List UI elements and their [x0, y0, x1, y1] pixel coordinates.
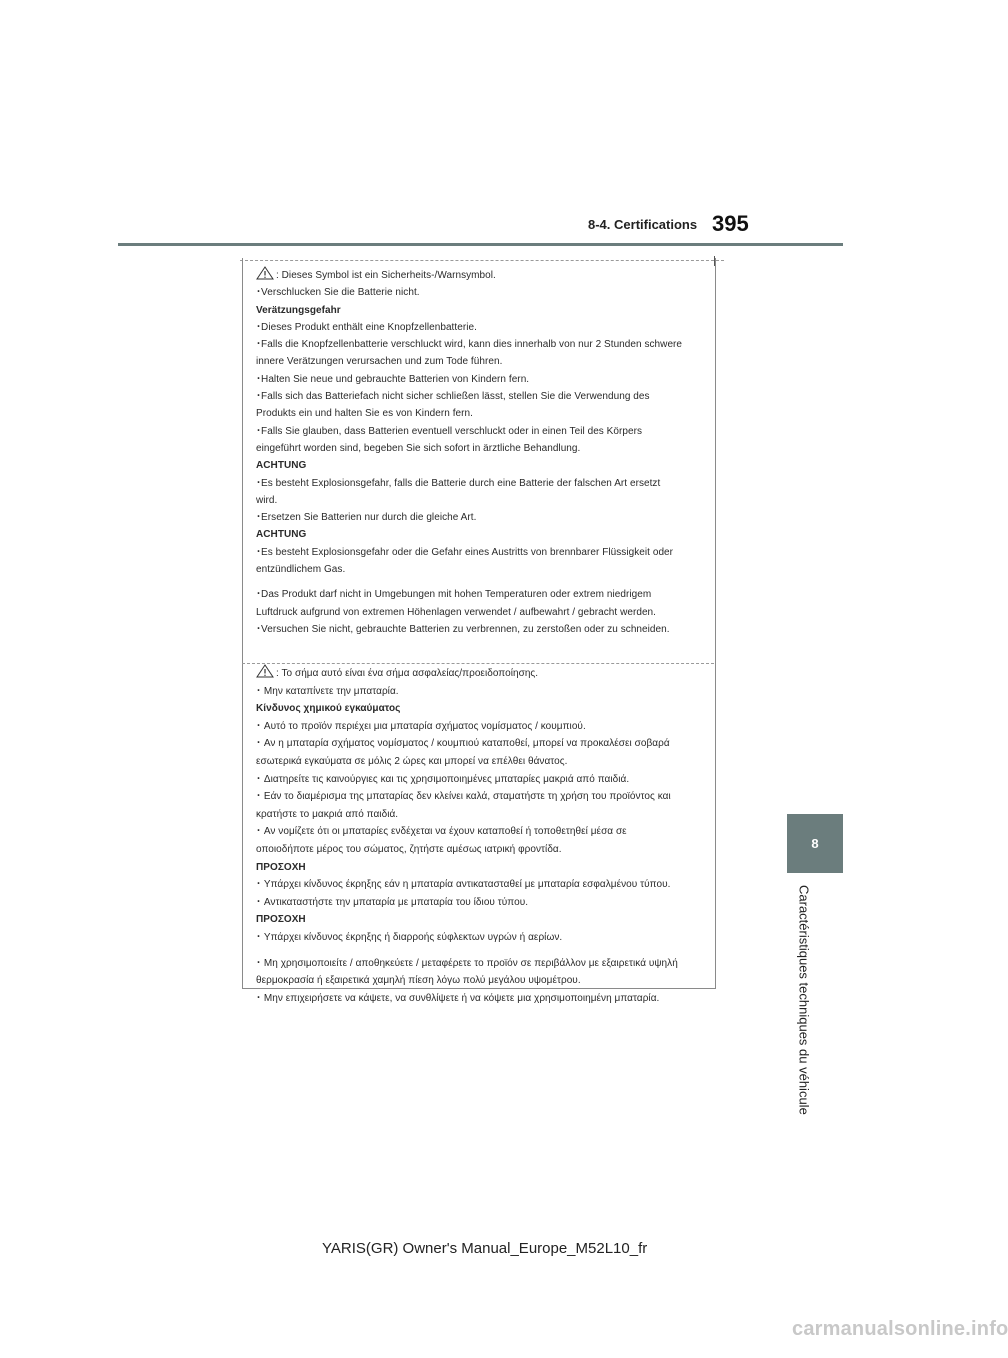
notice-line: ･Falls Sie glauben, dass Batterien eventuell verschluckt oder in einen Teil des Körpers	[256, 425, 643, 437]
notice-line: Luftdruck aufgrund von extremen Höhenlagen verwendet / aufbewahrt / gebracht werden.	[256, 606, 656, 618]
notice-line: ･ Διατηρείτε τις καινούργιες και τις χρησιμοποιημένες μπαταρίες μακριά από παιδιά.	[256, 773, 630, 785]
notice-heading: ACHTUNG	[256, 460, 307, 472]
greek-warning-line: : Το σήμα αυτό είναι ένα σήμα ασφαλείας/προειδοποίησης.	[256, 664, 708, 683]
greek-lines	[256, 683, 708, 947]
notice-line: ･Es besteht Explosionsgefahr, falls die Batterie durch eine Batterie der falschen Art ersetzt	[256, 477, 661, 489]
warning-triangle-icon	[256, 266, 274, 280]
chapter-tab[interactable]: 8	[787, 814, 843, 873]
notice-line: entzündlichem Gas.	[256, 564, 346, 576]
page-number: 395	[712, 211, 749, 236]
notice-line: ･ Μην επιχειρήσετε να κάψετε, να συνθλίψετε ή να κόψετε μια χρησιμοποιημένη μπαταρία.	[256, 992, 660, 1004]
notice-line: ･ Υπάρχει κίνδυνος έκρηξης εάν η μπαταρία αντικατασταθεί με μπαταρία εσφαλμένου τύπου.	[256, 879, 671, 891]
notice-heading: Verätzungsgefahr	[256, 304, 341, 316]
notice-line: ･ Αντικαταστήστε την μπαταρία με μπαταρία του ίδιου τύπου.	[256, 896, 529, 908]
greek-lines-after-gap	[256, 955, 708, 1008]
notice-line: ･Dieses Produkt enthält eine Knopfzellenbatterie.	[256, 321, 477, 333]
notice-line: ･Halten Sie neue und gebrauchte Batterien von Kindern fern.	[256, 373, 530, 385]
german-notice	[256, 266, 708, 638]
notice-line: ･Falls die Knopfzellenbatterie verschluckt wird, kann dies innerhalb von nur 2 Stunden schwere	[256, 339, 683, 351]
notice-heading: ACHTUNG	[256, 529, 307, 541]
notice-line: ･ Μην καταπίνετε την μπαταρία.	[256, 685, 399, 697]
notice-line: θερμοκρασία ή εξαιρετικά χαμηλή πίεση λόγω πολύ μεγάλου υψομέτρου.	[256, 975, 581, 987]
german-lines	[256, 284, 708, 578]
notice-line: ･ Αν η μπαταρία σχήματος νομίσματος / κουμπιού καταποθεί, μπορεί να προκαλέσει σοβαρά	[256, 738, 670, 750]
notice-line: innere Verätzungen verursachen und zum Tode führen.	[256, 356, 503, 368]
notice-line: ･ Υπάρχει κίνδυνος έκρηξης ή διαρροής εύφλεκτων υγρών ή αερίων.	[256, 931, 563, 943]
notice-heading: ΠΡΟΣΟΧΗ	[256, 914, 306, 926]
site-watermark: carmanualsonline.info	[792, 1318, 1008, 1340]
notice-line: ･Verschlucken Sie die Batterie nicht.	[256, 287, 420, 299]
notice-line: ･Falls sich das Batteriefach nicht sicher schließen lässt, stellen Sie die Verwendung des	[256, 391, 650, 403]
notice-heading: Κίνδυνος χημικού εγκαύματος	[256, 703, 401, 715]
greek-notice	[256, 664, 708, 1007]
notice-line: ･ Εάν το διαμέρισμα της μπαταρίας δεν κλείνει καλά, σταματήστε τη χρήση του προϊόντος και	[256, 791, 671, 803]
notice-line: κρατήστε το μακριά από παιδιά.	[256, 808, 399, 820]
notice-line: ･ Αυτό το προϊόν περιέχει μια μπαταρία σχήματος νομίσματος / κουμπιού.	[256, 720, 586, 732]
german-lines-after-gap	[256, 586, 708, 638]
german-warning-line: : Dieses Symbol ist ein Sicherheits-/Warnsymbol.	[256, 266, 708, 284]
notice-line: Produkts ein und halten Sie es von Kindern fern.	[256, 408, 473, 420]
notice-line: ･ Αν νομίζετε ότι οι μπαταρίες ενδέχεται να έχουν καταποθεί ή τοποθετηθεί μέσα σε	[256, 826, 627, 838]
notice-line: eingeführt worden sind, begeben Sie sich sofort in ärztliche Behandlung.	[256, 442, 581, 454]
notice-line: ･Das Produkt darf nicht in Umgebungen mit hohen Temperaturen oder extrem niedrigem	[256, 589, 652, 601]
chapter-side-title: Caractéristiques techniques du véhicule	[796, 885, 812, 1115]
section-title: 8-4. Certifications	[588, 217, 698, 232]
notice-heading: ΠΡΟΣΟΧΗ	[256, 861, 306, 873]
notice-line: ･ Μη χρησιμοποιείτε / αποθηκεύετε / μεταφέρετε το προϊόν σε περιβάλλον με εξαιρετικά υψηλή	[256, 957, 678, 969]
warning-triangle-icon	[256, 664, 274, 678]
notice-line: εσωτερικά εγκαύματα σε μόλις 2 ώρες και μπορεί να επέλθει θάνατος.	[256, 755, 568, 767]
notice-line: ･Versuchen Sie nicht, gebrauchte Batterien zu verbrennen, zu zerstoßen oder zu schneiden.	[256, 623, 670, 635]
notice-line: wird.	[256, 494, 278, 506]
notice-line: οποιοδήποτε μέρος του σώματος, ζητήστε αμέσως ιατρική φροντίδα.	[256, 843, 562, 855]
manual-id: YARIS(GR) Owner's Manual_Europe_M52L10_fr	[322, 1240, 648, 1257]
notice-line: ･Es besteht Explosionsgefahr oder die Gefahr eines Austritts von brennbarer Flüssigkeit oder	[256, 546, 674, 558]
notice-line: ･Ersetzen Sie Batterien nur durch die gleiche Art.	[256, 512, 477, 524]
header-rule	[118, 243, 843, 246]
